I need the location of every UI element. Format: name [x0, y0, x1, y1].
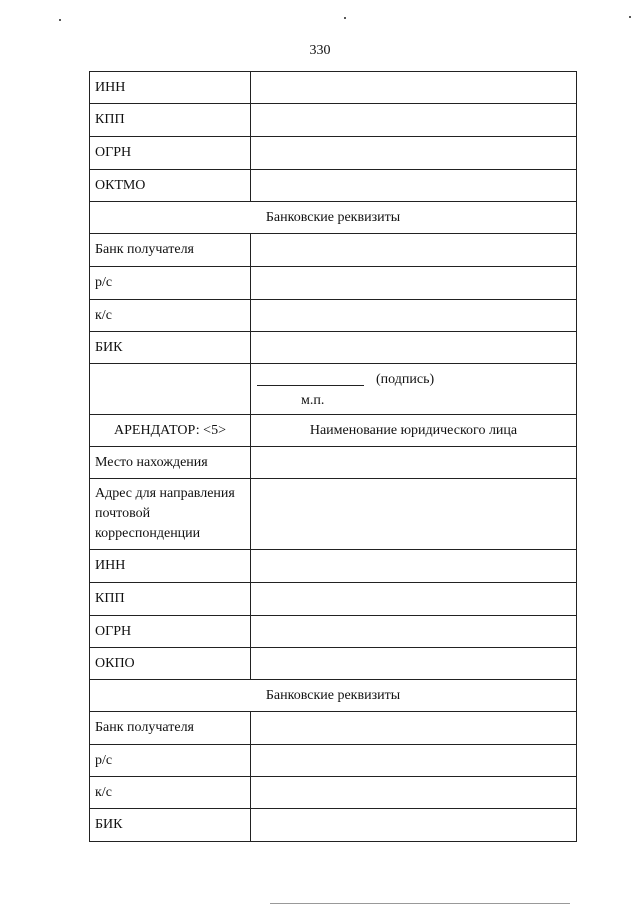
- table-row: [90, 415, 577, 447]
- requisites-table: [89, 71, 577, 842]
- bank-details-header: Банковские реквизиты: [90, 680, 577, 712]
- scan-speck: [344, 17, 346, 19]
- row-label-okpo: ОКПО: [90, 648, 251, 680]
- row-value-location: [251, 447, 577, 479]
- row-value-inn: [251, 550, 577, 583]
- table-row: [90, 550, 577, 583]
- table-row: [90, 267, 577, 300]
- table-row: [90, 745, 577, 777]
- signature-row: [90, 364, 577, 415]
- row-label-corr-account: к/с: [90, 300, 251, 332]
- scan-speck: [59, 19, 61, 21]
- table-row: [90, 202, 577, 234]
- legal-entity-name-header: Наименование юридического лица: [251, 415, 577, 447]
- table-row: [90, 332, 577, 364]
- row-value-kpp: [251, 104, 577, 137]
- stamp-label: м.п.: [301, 393, 325, 408]
- row-label-kpp: КПП: [90, 104, 251, 137]
- row-label-inn: ИНН: [90, 550, 251, 583]
- row-label-ogrn: ОГРН: [90, 137, 251, 170]
- row-value-bank: [251, 712, 577, 745]
- signature-label: (подпись): [376, 372, 435, 387]
- row-label-ogrn: ОГРН: [90, 616, 251, 648]
- row-label-postal-address: Адрес для направления почтовой корреспонденции: [90, 479, 251, 550]
- row-label-account: р/с: [90, 745, 251, 777]
- row-value-account: [251, 267, 577, 300]
- row-value-bik: [251, 809, 577, 842]
- table-row: [90, 648, 577, 680]
- page-number: 330: [309, 43, 331, 58]
- table-row: [90, 777, 577, 809]
- signature-line: [257, 385, 364, 386]
- signature-cell: [251, 364, 577, 415]
- row-value-postal-address: [251, 479, 577, 550]
- row-value-bank: [251, 234, 577, 267]
- bank-details-header: Банковские реквизиты: [90, 202, 577, 234]
- row-value-inn: [251, 72, 577, 104]
- table-row: [90, 170, 577, 202]
- row-value-account: [251, 745, 577, 777]
- table-row: [90, 447, 577, 479]
- table-row: [90, 479, 577, 550]
- table-row: [90, 809, 577, 842]
- table-row: [90, 680, 577, 712]
- table-row: [90, 616, 577, 648]
- table-row: [90, 234, 577, 267]
- row-value-okpo: [251, 648, 577, 680]
- scan-speck: [629, 16, 631, 18]
- tenant-label: АРЕНДАТОР: <5>: [90, 415, 251, 447]
- row-label-account: р/с: [90, 267, 251, 300]
- table-row: [90, 300, 577, 332]
- row-label-oktmo: ОКТМО: [90, 170, 251, 202]
- row-label-bank: Банк получателя: [90, 712, 251, 745]
- row-label-location: Место нахождения: [90, 447, 251, 479]
- table-row: [90, 104, 577, 137]
- table-row: [90, 72, 577, 104]
- row-label-bank: Банк получателя: [90, 234, 251, 267]
- row-value-ogrn: [251, 137, 577, 170]
- row-value-corr-account: [251, 777, 577, 809]
- row-label-kpp: КПП: [90, 583, 251, 616]
- table-row: [90, 583, 577, 616]
- row-value-corr-account: [251, 300, 577, 332]
- row-label-inn: ИНН: [90, 72, 251, 104]
- row-value-bik: [251, 332, 577, 364]
- row-label-bik: БИК: [90, 332, 251, 364]
- row-value-oktmo: [251, 170, 577, 202]
- table-row: [90, 712, 577, 745]
- row-value-ogrn: [251, 616, 577, 648]
- row-value-kpp: [251, 583, 577, 616]
- scan-edge-line: [270, 903, 570, 904]
- table-row: [90, 137, 577, 170]
- row-label-corr-account: к/с: [90, 777, 251, 809]
- signature-empty-cell: [90, 364, 251, 415]
- row-label-bik: БИК: [90, 809, 251, 842]
